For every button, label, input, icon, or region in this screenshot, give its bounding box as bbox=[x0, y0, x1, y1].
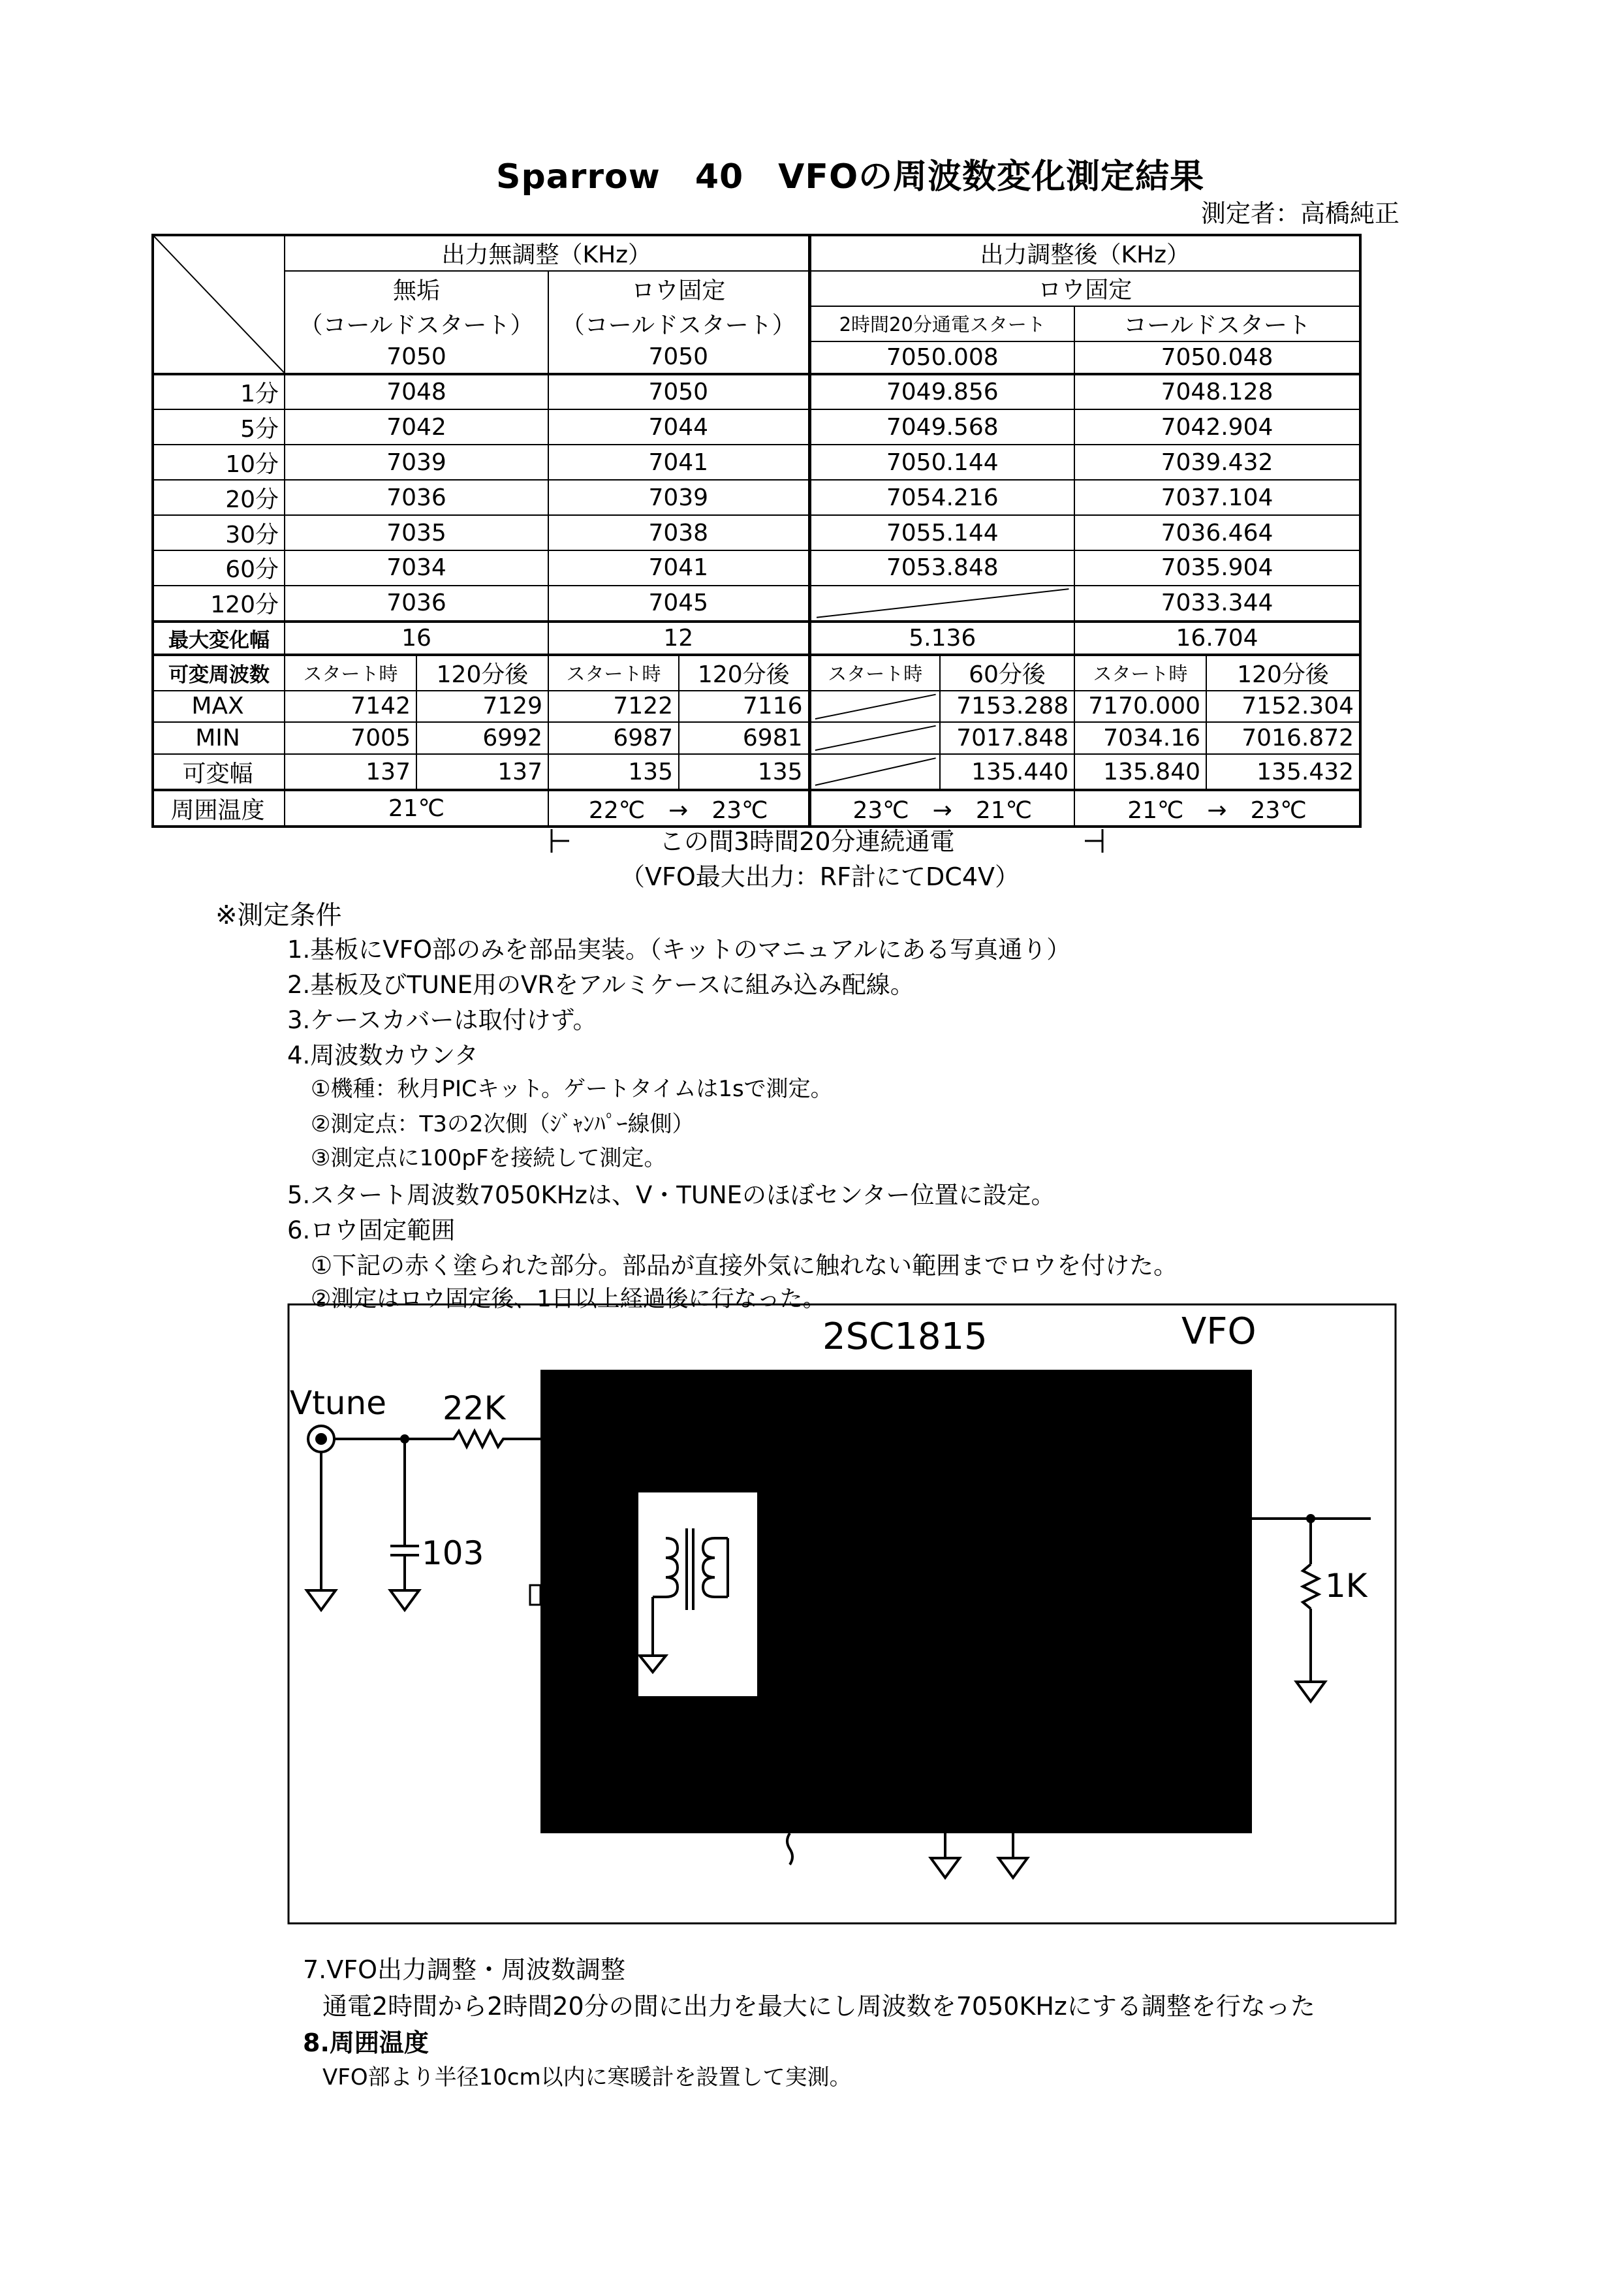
cell: 7035 bbox=[285, 515, 548, 550]
vfo-label: VFO bbox=[1181, 1310, 1257, 1353]
cell: 7039.432 bbox=[1074, 445, 1360, 480]
table-row bbox=[153, 445, 1360, 480]
cell: スタート時 bbox=[1074, 655, 1206, 691]
cell: 7045 bbox=[548, 586, 809, 622]
cold-start-3: コールドスタート bbox=[1074, 306, 1360, 341]
empty-diagonal-cell bbox=[809, 754, 940, 790]
cell: 16 bbox=[285, 622, 548, 655]
cell: 7055.144 bbox=[809, 515, 1074, 550]
cell: 60分後 bbox=[940, 655, 1074, 691]
empty-diagonal-cell bbox=[809, 722, 940, 754]
row-label: 10分 bbox=[153, 445, 285, 480]
table-row-max bbox=[153, 691, 1360, 723]
cell: 7049.856 bbox=[809, 374, 1074, 410]
cell: 7142 bbox=[285, 691, 416, 723]
cell: 7049.568 bbox=[809, 409, 1074, 445]
row-label: 30分 bbox=[153, 515, 285, 550]
header-row-types bbox=[153, 271, 1360, 306]
condition-item: ①下記の赤く塗られた部分。部品が直接外気に触れない範囲までロウを付けた。 bbox=[311, 1252, 1178, 1280]
cell: 7034.16 bbox=[1074, 722, 1206, 754]
row-label: 可変周波数 bbox=[153, 655, 285, 691]
r1-label: 22K bbox=[443, 1389, 506, 1427]
header-row-start-values bbox=[153, 341, 1360, 374]
transistor-label: 2SC1815 bbox=[822, 1316, 988, 1358]
header-row-groups bbox=[153, 235, 1360, 271]
section8-heading: 8.周囲温度 bbox=[303, 2028, 429, 2057]
cell: 7035.904 bbox=[1074, 550, 1360, 586]
cell: スタート時 bbox=[809, 655, 940, 691]
cell: 5.136 bbox=[809, 622, 1074, 655]
empty-diagonal-cell bbox=[809, 586, 1074, 622]
cold-start-2: （コールドスタート） bbox=[548, 306, 809, 341]
warm-start-label: 2時間20分通電スタート bbox=[809, 306, 1074, 341]
cell: 137 bbox=[416, 754, 548, 790]
vtune-label: Vtune bbox=[290, 1384, 386, 1422]
vfo-schematic bbox=[287, 1303, 1397, 1925]
cell: 135.840 bbox=[1074, 754, 1206, 790]
condition-item: 1.基板にVFO部のみを部品実装。（キットのマニュアルにある写真通り） bbox=[287, 936, 1071, 964]
measurement-table bbox=[151, 234, 1362, 828]
row-label: 60分 bbox=[153, 550, 285, 586]
group-after-header: 出力調整後（KHz） bbox=[809, 235, 1360, 271]
condition-item: 6.ロウ固定範囲 bbox=[287, 1216, 456, 1244]
conditions-heading: ※測定条件 bbox=[215, 900, 342, 930]
cell: 7050 bbox=[548, 374, 809, 410]
cell: 7036.464 bbox=[1074, 515, 1360, 550]
cell: 7038 bbox=[548, 515, 809, 550]
cell: 7050.144 bbox=[809, 445, 1074, 480]
cell: 7054.216 bbox=[809, 480, 1074, 515]
cell: 6987 bbox=[548, 722, 679, 754]
col-rou-after: ロウ固定 bbox=[809, 271, 1360, 306]
table-row-max-change bbox=[153, 622, 1360, 655]
row-label: 1分 bbox=[153, 374, 285, 410]
condition-item: ②測定点：T3の2次側（ｼﾞｬﾝﾊﾟｰ線側） bbox=[311, 1111, 695, 1137]
cell: 7042 bbox=[285, 409, 548, 445]
c1-label: 103 bbox=[422, 1534, 484, 1572]
cell: 7053.848 bbox=[809, 550, 1074, 586]
group-before-header: 出力無調整（KHz） bbox=[285, 235, 809, 271]
cell: 7039 bbox=[285, 445, 548, 480]
cell: 12 bbox=[548, 622, 809, 655]
cell: 22℃ → 23℃ bbox=[548, 790, 809, 827]
cell: スタート時 bbox=[548, 655, 679, 691]
cell: 7048 bbox=[285, 374, 548, 410]
start-value: 7050 bbox=[548, 341, 809, 374]
cell: 7041 bbox=[548, 445, 809, 480]
cell: 7034 bbox=[285, 550, 548, 586]
continuous-note: この間3時間20分連続通電 bbox=[659, 827, 955, 856]
table-row-range bbox=[153, 754, 1360, 790]
cell: 7036 bbox=[285, 586, 548, 622]
cell: 7016.872 bbox=[1206, 722, 1360, 754]
author-label: 測定者：高橋純正 bbox=[1201, 199, 1400, 228]
section7-heading: 7.VFO出力調整・周波数調整 bbox=[303, 1955, 626, 1984]
table-row bbox=[153, 550, 1360, 586]
ground-icon bbox=[787, 1833, 1027, 1878]
table-row-var-header bbox=[153, 655, 1360, 691]
row-label: 5分 bbox=[153, 409, 285, 445]
condition-item: ②測定はロウ固定後、1日以上経過後に行なった。 bbox=[311, 1286, 826, 1312]
vtune-connector-icon bbox=[307, 1426, 411, 1610]
vfo-output-note: （VFO最大出力：RF計にてDC4V） bbox=[620, 862, 1020, 891]
start-value: 7050.008 bbox=[809, 341, 1074, 374]
cell: 7170.000 bbox=[1074, 691, 1206, 723]
cell: 6992 bbox=[416, 722, 548, 754]
cell: 21℃ bbox=[285, 790, 548, 827]
condition-item: 4.周波数カウンタ bbox=[287, 1041, 478, 1069]
table-row bbox=[153, 586, 1360, 622]
header-row-start-mode bbox=[153, 306, 1360, 341]
cell: 7129 bbox=[416, 691, 548, 723]
cell: 135.440 bbox=[940, 754, 1074, 790]
table-row bbox=[153, 480, 1360, 515]
row-label: 周囲温度 bbox=[153, 790, 285, 827]
col-mukou: 無垢 bbox=[285, 271, 548, 306]
row-label: 20分 bbox=[153, 480, 285, 515]
corner-cell bbox=[153, 235, 285, 374]
condition-item: ①機種：秋月PICキット。ゲートタイムは1sで測定。 bbox=[311, 1076, 833, 1102]
row-label: MAX bbox=[153, 691, 285, 723]
row-label: 可変幅 bbox=[153, 754, 285, 790]
cell: 7039 bbox=[548, 480, 809, 515]
cell: 7152.304 bbox=[1206, 691, 1360, 723]
cell: 7044 bbox=[548, 409, 809, 445]
cell: 7037.104 bbox=[1074, 480, 1360, 515]
cell: 135 bbox=[679, 754, 809, 790]
col-rou: ロウ固定 bbox=[548, 271, 809, 306]
capacitor-icon bbox=[390, 1436, 419, 1610]
cell: 6981 bbox=[679, 722, 809, 754]
resistor-22k-icon bbox=[411, 1431, 540, 1447]
cell: 23℃ → 21℃ bbox=[809, 790, 1074, 827]
page-title: Sparrow 40 VFOの周波数変化測定結果 bbox=[496, 157, 1205, 197]
cell: 120分後 bbox=[416, 655, 548, 691]
row-label: 120分 bbox=[153, 586, 285, 622]
start-value: 7050.048 bbox=[1074, 341, 1360, 374]
empty-diagonal-cell bbox=[809, 691, 940, 723]
cell: 7116 bbox=[679, 691, 809, 723]
cell: 7122 bbox=[548, 691, 679, 723]
cell: 135 bbox=[548, 754, 679, 790]
table-row-min bbox=[153, 722, 1360, 754]
cell: スタート時 bbox=[285, 655, 416, 691]
cell: 7042.904 bbox=[1074, 409, 1360, 445]
row-label: MIN bbox=[153, 722, 285, 754]
cell: 16.704 bbox=[1074, 622, 1360, 655]
cell: 7033.344 bbox=[1074, 586, 1360, 622]
cell: 7005 bbox=[285, 722, 416, 754]
cell: 120分後 bbox=[1206, 655, 1360, 691]
row-label: 最大変化幅 bbox=[153, 622, 285, 655]
cell: 7036 bbox=[285, 480, 548, 515]
cell: 120分後 bbox=[679, 655, 809, 691]
table-row bbox=[153, 515, 1360, 550]
section7-body: 通電2時間から2時間20分の間に出力を最大にし周波数を7050KHzにする調整を行なった bbox=[322, 1992, 1315, 2021]
cell: 137 bbox=[285, 754, 416, 790]
cold-start-1: （コールドスタート） bbox=[285, 306, 548, 341]
table-row bbox=[153, 374, 1360, 410]
condition-item: 3.ケースカバーは取付けず。 bbox=[287, 1006, 597, 1034]
cell: 21℃ → 23℃ bbox=[1074, 790, 1360, 827]
condition-item: 2.基板及びTUNE用のVRをアルミケースに組み込み配線。 bbox=[287, 971, 914, 999]
cell: 7153.288 bbox=[940, 691, 1074, 723]
cell: 7017.848 bbox=[940, 722, 1074, 754]
resistor-1k-icon bbox=[1252, 1515, 1371, 1701]
condition-item: 5.スタート周波数7050KHzは、V・TUNEのほぼセンター位置に設定。 bbox=[287, 1181, 1055, 1209]
table-row bbox=[153, 409, 1360, 445]
r2-label: 1K bbox=[1325, 1567, 1367, 1605]
cell: 7048.128 bbox=[1074, 374, 1360, 410]
condition-item: ③測定点に100pFを接続して測定。 bbox=[311, 1145, 666, 1171]
cell: 135.432 bbox=[1206, 754, 1360, 790]
start-value: 7050 bbox=[285, 341, 548, 374]
cell: 7041 bbox=[548, 550, 809, 586]
section8-body: VFO部より半径10cm以内に寒暖計を設置して実測。 bbox=[322, 2064, 852, 2091]
